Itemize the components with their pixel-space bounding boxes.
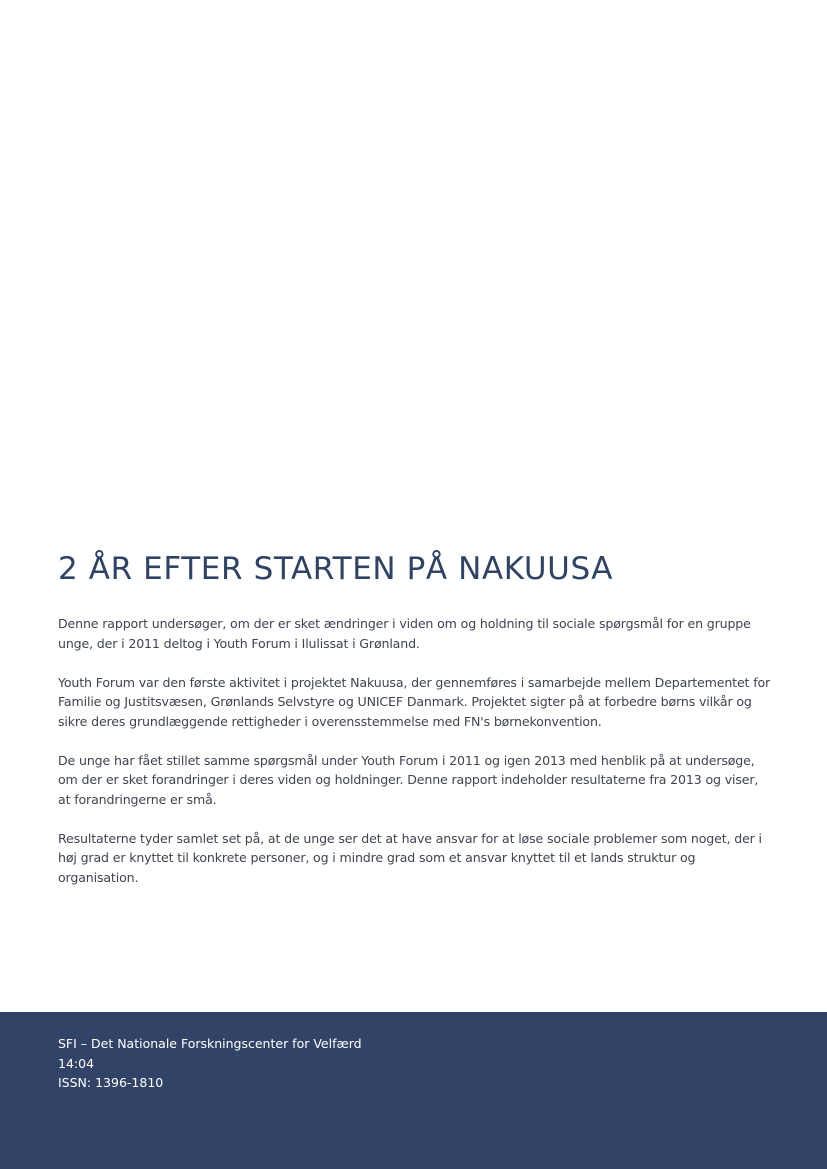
paragraph-method: De unge har fået stillet samme spørgsmål under Youth Forum i 2011 og igen 2013 med henblik på at undersøge, om der er sket forandringer i deres viden og holdninger. Denne rapport indeholder resultaterne fra 2013 og viser, at forandringerne er små. [58, 752, 759, 807]
page-title: 2 ÅR EFTER STARTEN PÅ NAKUUSA [58, 551, 614, 587]
footer-band [0, 1012, 827, 1169]
paragraph-intro: Denne rapport undersøger, om der er sket ændringer i viden om og holdning til sociale spørgsmål for en gruppe unge, der i 2011 deltog i Youth Forum i Ilulissat i Grønland. [58, 616, 751, 651]
footer-info [58, 1034, 362, 1093]
body-text [58, 614, 773, 887]
paragraph-youth-forum: Youth Forum var den første aktivitet i projektet Nakuusa, der gennemføres i samarbejde mellem Departementet for Familie og Justitsvæsen, Grønlands Selvstyre og UNICEF Danmark. Projektet sigter på at forbedre børns vilkår og sikre deres grundlæggende rettigheder i overensstemmelse med FN's børnekonvention. [58, 674, 771, 729]
issn-number: ISSN: 1396-1810 [58, 1075, 164, 1090]
paragraph-results: Resultaterne tyder samlet set på, at de unge ser det at have ansvar for at løse sociale problemer som noget, der i høj grad er knyttet til konkrete personer, og i mindre grad som et ansvar knyttet til et lands struktur og organisation. [58, 830, 762, 885]
report-number: 14:04 [58, 1055, 95, 1071]
main-content [58, 550, 773, 907]
publisher-name: SFI – Det Nationale Forskningscenter for Velfærd [58, 1036, 362, 1051]
